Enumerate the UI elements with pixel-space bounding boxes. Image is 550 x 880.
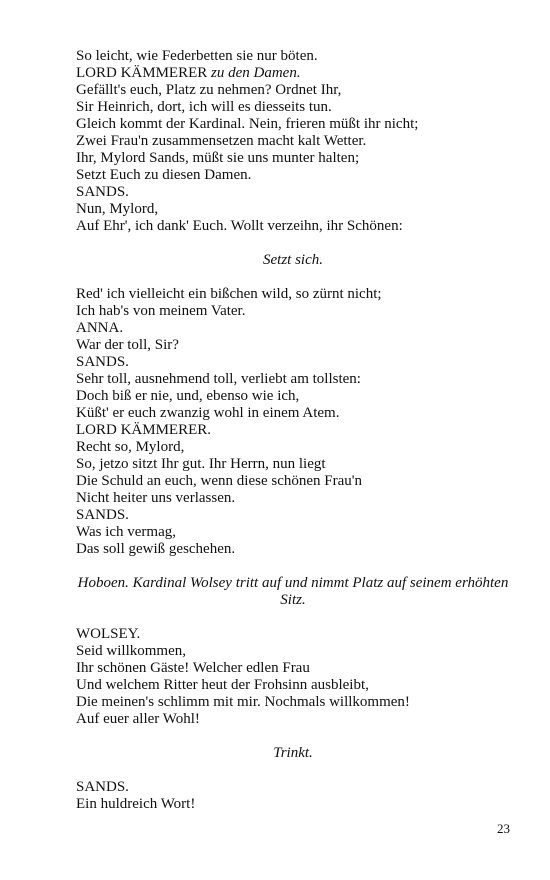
speaker-name: LORD KÄMMERER [76,65,212,81]
verse-line: Seid willkommen, [76,643,186,659]
stage-direction: Hoboen. Kardinal Wolsey tritt auf und nimmt Platz auf seinem erhöhten [77,575,509,591]
verse-line: Doch biß er nie, und, ebenso wie ich, [76,388,300,404]
verse-line: Sehr toll, ausnehmend toll, verliebt am tollsten: [76,371,361,387]
verse-line: Gleich kommt der Kardinal. Nein, frieren müßt ihr nicht; [76,116,419,132]
verse-line: Setzt Euch zu diesen Damen. [76,167,252,183]
speaker-name: ANNA. [76,320,124,336]
verse-line: Nun, Mylord, [76,201,159,217]
verse-line: Die meinen's schlimm mit mir. Nochmals willkommen! [76,694,410,710]
page-number: 23 [497,821,510,836]
verse-line: Ihr, Mylord Sands, müßt sie uns munter halten; [76,150,360,166]
verse-line: Die Schuld an euch, wenn diese schönen Frau'n [76,473,362,489]
verse-line: War der toll, Sir? [76,337,179,353]
verse-line: Küßt' er euch zwanzig wohl in einem Atem. [76,405,340,421]
verse-line: Das soll gewiß geschehen. [76,541,236,557]
speaker-with-direction [76,65,510,82]
verse-line: Was ich vermag, [76,524,177,540]
verse-line: Zwei Frau'n zusammensetzen macht kalt Wetter. [76,133,367,149]
verse-line: Ihr schönen Gäste! Welcher edlen Frau [76,660,310,676]
verse-line: Red' ich vielleicht ein bißchen wild, so zürnt nicht; [76,286,382,302]
speaker-name: SANDS. [76,779,129,795]
verse-line: Und welchem Ritter heut der Frohsinn ausbleibt, [76,677,369,693]
stage-direction: Sitz. [280,592,306,608]
verse-line: Recht so, Mylord, [76,439,185,455]
verse-line: Sir Heinrich, dort, ich will es diesseits tun. [76,99,332,115]
inline-stage-direction: zu den Damen. [211,65,301,81]
speaker-name: SANDS. [76,354,129,370]
verse-line: Gefällt's euch, Platz zu nehmen? Ordnet Ihr, [76,82,342,98]
verse-line: Ein huldreich Wort! [76,796,196,812]
verse-line: Nicht heiter uns verlassen. [76,490,236,506]
stage-direction: Setzt sich. [263,252,323,268]
speaker-name: LORD KÄMMERER. [76,422,212,438]
verse-line: So leicht, wie Federbetten sie nur böten. [76,48,318,64]
verse-line: Auf Ehr', ich dank' Euch. Wollt verzeihn, ihr Schönen: [76,218,403,234]
verse-line: Auf euer aller Wohl! [76,711,200,727]
stage-direction: Trinkt. [273,745,313,761]
play-text [76,48,510,813]
speaker-name: WOLSEY. [76,626,141,642]
speaker-name: SANDS. [76,507,129,523]
verse-line: Ich hab's von meinem Vater. [76,303,246,319]
speaker-name: SANDS. [76,184,129,200]
verse-line: So, jetzo sitzt Ihr gut. Ihr Herrn, nun liegt [76,456,326,472]
